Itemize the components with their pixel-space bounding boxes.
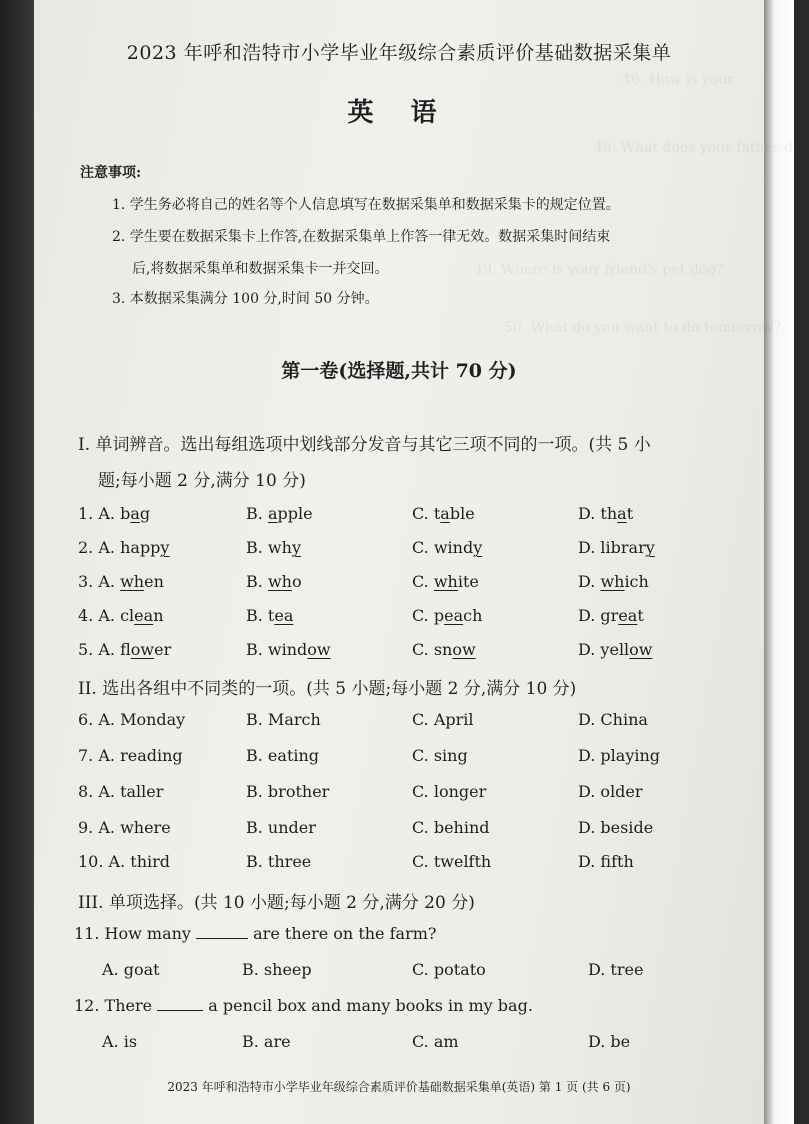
- underlined-part: y: [160, 538, 170, 557]
- question-row: 8. A. taller B. brother C. longer D. older: [78, 782, 643, 801]
- underlined-part: wh: [120, 572, 145, 591]
- question-row: 7. A. reading B. eating C. sing D. playing: [78, 746, 661, 765]
- underlined-part: ea: [274, 606, 294, 625]
- answer-blank: [196, 924, 248, 939]
- notice-item-1: 1. 学生务必将自己的姓名等个人信息填写在数据采集单和数据采集卡的规定位置。: [112, 197, 620, 213]
- question-11-options: A. goat B. sheep C. potato D. tree: [102, 960, 644, 979]
- question-row: 3. A. when B. who C. white D. which: [78, 572, 649, 591]
- underlined-part: ow: [307, 640, 331, 659]
- notice-item-2-cont: 后,将数据采集单和数据采集卡一并交回。: [132, 261, 389, 277]
- underlined-part: wh: [600, 572, 625, 591]
- notice-heading: 注意事项:: [80, 165, 142, 181]
- notice-item-3: 3. 本数据采集满分 100 分,时间 50 分钟。: [112, 291, 379, 307]
- question-12-options: A. is B. are C. am D. be: [102, 1032, 631, 1051]
- question-row: 4. A. clean B. tea C. peach D. great: [78, 606, 644, 625]
- question-11: 11. How many are there on the farm?: [74, 924, 437, 943]
- question-row: 5. A. flower B. window C. snow D. yellow: [78, 640, 653, 659]
- underlined-part: y: [291, 538, 301, 557]
- underlined-part: y: [473, 538, 483, 557]
- page-footer: 2023 年呼和浩特市小学毕业年级综合素质评价基础数据采集单(英语) 第 1 页 (共 6 页): [167, 1080, 631, 1094]
- underlined-part: ea: [444, 606, 464, 625]
- underlined-part: ea: [134, 606, 154, 625]
- question-row: 1. A. bag B. apple C. table D. that: [78, 504, 634, 523]
- underlined-part: y: [645, 538, 655, 557]
- underlined-part: wh: [433, 572, 458, 591]
- underlined-part: ow: [629, 640, 653, 659]
- answer-blank: [157, 996, 203, 1011]
- bleed-through-text: 48. What does your father do?: [594, 140, 809, 156]
- photo-background-left: [0, 0, 34, 1124]
- underlined-part: wh: [267, 572, 292, 591]
- underlined-part: ow: [452, 640, 476, 659]
- volume-title: 第一卷(选择题,共计 70 分): [281, 360, 517, 382]
- question-row: 6. A. Monday B. March C. April D. China: [78, 710, 648, 729]
- notice-item-2: 2. 学生要在数据采集卡上作答,在数据采集单上作答一律无效。数据采集时间结束: [112, 229, 611, 245]
- subject-title: 英 语: [347, 98, 451, 128]
- underlined-part: ow: [130, 640, 155, 659]
- underlined-part: a: [617, 504, 627, 523]
- section1-heading: I. 单词辨音。选出每组选项中划线部分发音与其它三项不同的一项。(共 5 小: [78, 435, 651, 455]
- photo-background-right: [764, 0, 794, 1124]
- bleed-through-text: 49. Where is your friend's pet dog?: [474, 262, 724, 278]
- section1-heading-cont: 题;每小题 2 分,满分 10 分): [98, 471, 306, 491]
- bleed-through-text: 46. How is your: [622, 72, 734, 88]
- underlined-part: ea: [618, 606, 638, 625]
- question-12: 12. There a pencil box and many books in my bag.: [74, 996, 533, 1015]
- section3-heading: III. 单项选择。(共 10 小题;每小题 2 分,满分 20 分): [78, 893, 475, 913]
- section2-heading: II. 选出各组中不同类的一项。(共 5 小题;每小题 2 分,满分 10 分): [78, 679, 577, 699]
- question-row: 10. A. third B. three C. twelfth D. fifth: [78, 852, 634, 871]
- exam-page: [34, 0, 809, 1124]
- underlined-part: a: [267, 504, 278, 523]
- exam-title: 2023 年呼和浩特市小学毕业年级综合素质评价基础数据采集单: [126, 42, 672, 64]
- question-row: 2. A. happy B. why C. windy D. library: [78, 538, 655, 557]
- underlined-part: a: [440, 504, 450, 523]
- bleed-through-text: 50. What do you want to do tomorrow?: [504, 320, 782, 336]
- question-row: 9. A. where B. under C. behind D. beside: [78, 818, 654, 837]
- underlined-part: a: [130, 504, 140, 523]
